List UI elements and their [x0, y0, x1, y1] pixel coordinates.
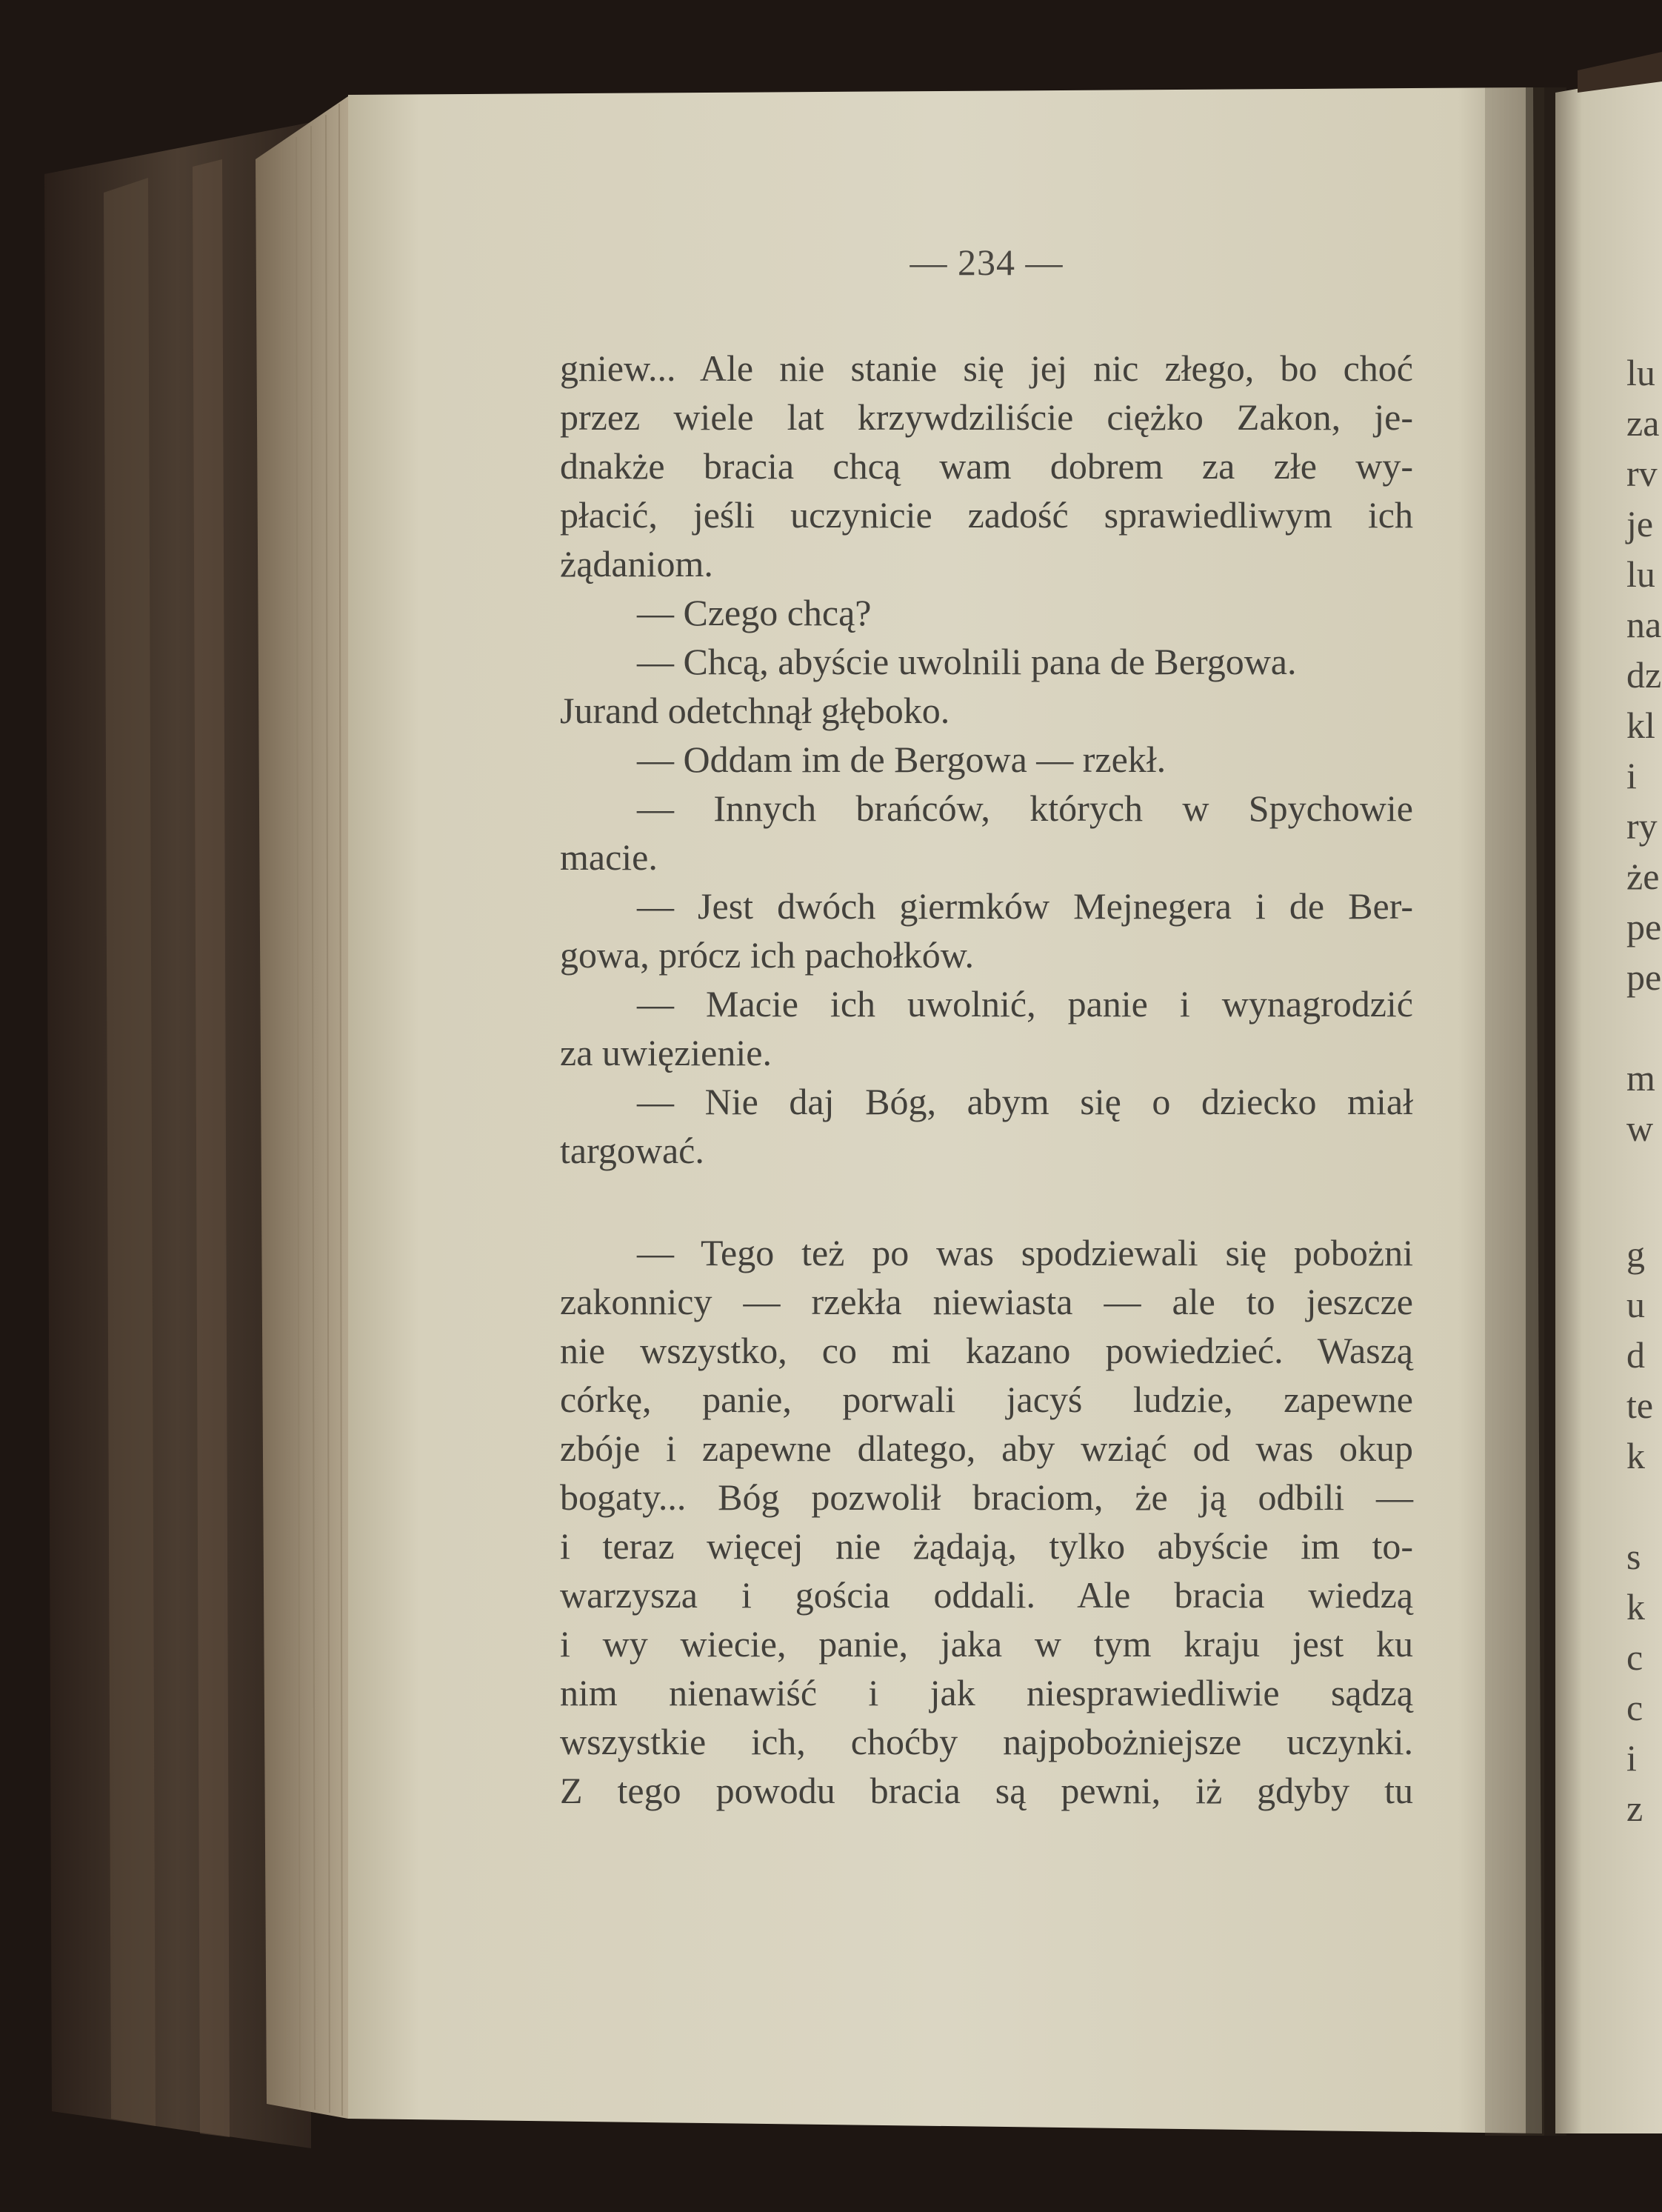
- right-page-fragment: kl: [1626, 704, 1655, 746]
- text-line: — Innych brańców, których w Spychowie: [637, 787, 1413, 829]
- right-page-fragment: dz: [1626, 654, 1662, 696]
- text-line: macie.: [560, 836, 658, 878]
- right-page-fragment: d: [1626, 1334, 1645, 1376]
- right-page-fragment: k: [1626, 1586, 1645, 1628]
- text-line: — Oddam im de Bergowa — rzekł.: [637, 739, 1167, 780]
- text-line: i wy wiecie, panie, jaka w tym kraju jest ku: [560, 1623, 1413, 1665]
- text-line: — Chcą, abyście uwolnili pana de Bergowa.: [637, 641, 1297, 682]
- text-line: nie wszystko, co mi kazano powiedzieć. Waszą: [560, 1330, 1413, 1371]
- right-page-fragment: pe: [1626, 906, 1662, 947]
- right-page-fragment: i: [1626, 1737, 1637, 1779]
- right-page-fragment: pe: [1626, 956, 1662, 998]
- right-page-fragment: s: [1626, 1536, 1641, 1577]
- text-line: gowa, prócz ich pachołków.: [560, 934, 975, 976]
- left-page-text: [560, 0, 1413, 2212]
- text-line: — Tego też po was spodziewali się pobożni: [637, 1232, 1413, 1273]
- text-line: płacić, jeśli uczynicie zadość sprawiedliwym ich: [560, 494, 1413, 536]
- right-page-fragment: i: [1626, 755, 1637, 796]
- right-page-fragment: te: [1626, 1385, 1654, 1426]
- text-line: gniew... Ale nie stanie się jej nic złego, bo choć: [560, 347, 1413, 389]
- right-page-text-fragments: [1619, 0, 1662, 2212]
- text-line: żądaniom.: [560, 543, 713, 584]
- right-page-fragment: g: [1626, 1233, 1645, 1275]
- right-page-fragment: ry: [1626, 805, 1658, 847]
- right-page-fragment: u: [1626, 1284, 1645, 1325]
- text-line: — Nie daj Bóg, abym się o dziecko miał: [637, 1081, 1413, 1122]
- right-page-fragment: c: [1626, 1687, 1643, 1728]
- text-line: przez wiele lat krzywdziliście ciężko Zakon, je-: [560, 396, 1413, 438]
- text-line: bogaty... Bóg pozwolił braciom, że ją odbili —: [560, 1476, 1413, 1518]
- text-line: dnakże bracia chcą wam dobrem za złe wy-: [560, 445, 1413, 487]
- text-line: warzysza i gościa oddali. Ale bracia wiedzą: [560, 1574, 1413, 1616]
- text-line: za uwięzienie.: [560, 1032, 772, 1073]
- page-number: — 234 —: [910, 241, 1064, 283]
- text-line: córkę, panie, porwali jacyś ludzie, zapewne: [560, 1379, 1413, 1420]
- right-page-fragment: z: [1626, 1788, 1643, 1829]
- right-page-fragment: na: [1626, 604, 1662, 645]
- text-line: — Jest dwóch giermków Mejnegera i de Ber-: [637, 885, 1413, 927]
- text-line: i teraz więcej nie żądają, tylko abyście im to-: [560, 1525, 1413, 1567]
- text-line: nim nienawiść i jak niesprawiedliwie sądzą: [560, 1672, 1413, 1713]
- text-line: zakonnicy — rzekła niewiasta — ale to jeszcze: [560, 1281, 1413, 1322]
- right-page-fragment: lu: [1626, 352, 1655, 393]
- right-page-fragment: w: [1626, 1107, 1654, 1149]
- text-line: zbóje i zapewne dlatego, aby wziąć od was okup: [560, 1428, 1413, 1469]
- right-page-fragment: lu: [1626, 553, 1655, 595]
- text-line: — Czego chcą?: [637, 592, 872, 633]
- text-line: — Macie ich uwolnić, panie i wynagrodzić: [637, 983, 1413, 1025]
- right-page-fragment: je: [1626, 503, 1654, 544]
- page-stack-edge: [256, 96, 348, 2119]
- right-page-fragment: c: [1626, 1636, 1643, 1678]
- right-page-fragment: k: [1626, 1435, 1645, 1476]
- text-line: Z tego powodu bracia są pewni, iż gdyby tu: [560, 1770, 1413, 1811]
- right-page-fragment: że: [1626, 856, 1660, 897]
- right-page-fragment: m: [1626, 1057, 1655, 1099]
- right-page-fragment: za: [1626, 402, 1660, 444]
- text-line: wszystkie ich, choćby najpobożniejsze uczynki.: [560, 1721, 1413, 1762]
- right-page-fragment: rv: [1626, 453, 1658, 494]
- text-line: targować.: [560, 1130, 704, 1171]
- text-line: Jurand odetchnął głęboko.: [560, 690, 950, 731]
